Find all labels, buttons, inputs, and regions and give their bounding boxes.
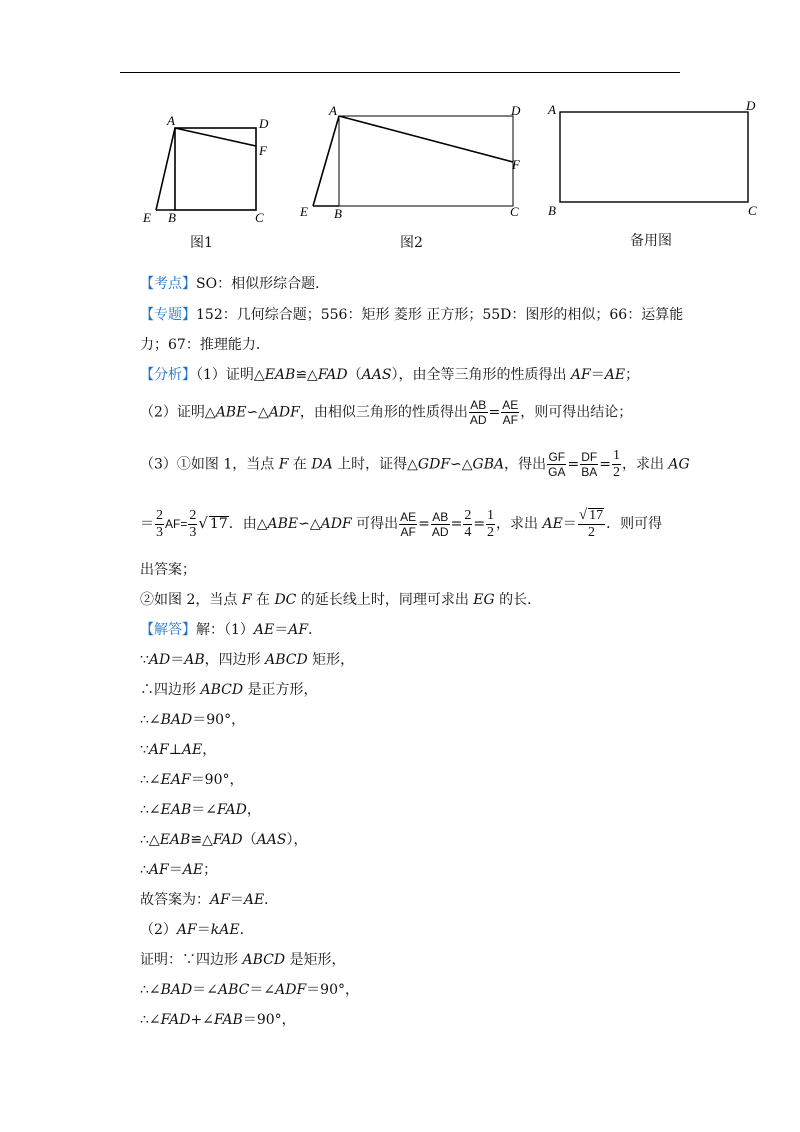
fenxi-line-6: [140, 593, 541, 607]
sqrt-sign: √: [198, 514, 208, 532]
text: ．: [264, 892, 279, 908]
math-var: FAB: [213, 1012, 243, 1028]
fig1-label-f: F: [259, 143, 267, 158]
math-var: AE: [181, 742, 203, 758]
text: ∴∠: [140, 1012, 161, 1028]
jieda-line-2: [140, 653, 354, 667]
fig3-label-a: A: [548, 102, 556, 117]
text: AF=: [165, 517, 188, 531]
text: ⊥: [168, 742, 182, 758]
math-var: ABCD: [242, 952, 286, 968]
text: ＝90°，: [192, 712, 246, 728]
fig1-label-a: A: [167, 113, 175, 128]
kaodian-tag: 【考点】: [140, 276, 196, 292]
math-var: FAD: [317, 367, 348, 383]
math-var: FAD: [212, 832, 243, 848]
fraction: $\frac{1}{2}$: [612, 448, 620, 480]
text: +∠: [190, 1012, 214, 1028]
header-rule: [120, 72, 680, 73]
fraction: $\frac{√ 17}{2}$: [578, 507, 604, 540]
math-var: AF: [148, 742, 169, 758]
jieda-line-13: [140, 983, 359, 997]
text: 的长．: [494, 592, 542, 608]
math-var: ABE: [267, 516, 299, 532]
text: ），由全等三角形的性质得出: [391, 367, 571, 383]
figure-2-drawing: [295, 100, 535, 225]
text: =: [473, 516, 486, 532]
text: =: [488, 404, 501, 421]
math-var: AF: [570, 367, 591, 383]
math-var: BAD: [160, 712, 193, 728]
math-var: DA: [311, 456, 333, 473]
text: ＝: [274, 622, 289, 638]
math-var: EAB: [159, 832, 191, 848]
text: 是矩形，: [285, 952, 346, 968]
jieda-line-7: [140, 803, 261, 817]
text: ．: [239, 922, 254, 938]
fig2-label-e: E: [300, 204, 308, 219]
math-var: kAE: [210, 922, 240, 938]
figure-3-caption: 备用图: [630, 233, 672, 249]
math-var: EAB: [264, 367, 296, 383]
math-var: ADF: [320, 516, 352, 532]
fig1-label-e: E: [143, 210, 151, 225]
text: ＝: [562, 516, 577, 532]
fig2-label-c: C: [510, 204, 519, 219]
sqrt-radicand: 17: [209, 516, 228, 532]
figure-1: [135, 110, 275, 230]
text: ，得出: [504, 456, 547, 473]
math-var: F: [278, 456, 289, 473]
math-var: ADF: [268, 404, 300, 421]
sqrt-sign: √: [578, 507, 588, 523]
math-var: AG: [668, 456, 690, 473]
text: ∴: [140, 862, 149, 878]
figure-3-drawing: [540, 95, 770, 220]
text: 上时，证得△: [332, 456, 418, 473]
text: （2）: [140, 922, 177, 938]
text: ＝∠: [191, 802, 217, 818]
jieda-line-9: [140, 863, 217, 877]
zhuanti-text-2: 力；67：推理能力．: [140, 337, 270, 353]
fraction: $\frac{AB}{AD}$: [469, 398, 487, 427]
text: ＝∠: [249, 982, 276, 998]
fig2-label-a: A: [329, 103, 337, 118]
text: ＝: [170, 652, 185, 668]
math-var: GDF: [417, 456, 451, 473]
figure-1-drawing: [135, 110, 275, 230]
text: =: [599, 456, 611, 473]
text: 证明：∵四边形: [140, 952, 243, 968]
fraction: $\frac{2}{3}$: [156, 507, 163, 540]
zhuanti-tag: 【专题】: [140, 307, 196, 323]
text: =: [450, 516, 463, 532]
math-var: AE: [604, 367, 626, 383]
math-var: BAD: [160, 982, 193, 998]
fig1-label-c: C: [255, 210, 264, 225]
fig2-label-b: B: [334, 206, 342, 221]
math-var: AE: [182, 862, 204, 878]
math-var: AAS: [361, 367, 392, 383]
zhuanti-line-1: [140, 308, 683, 322]
figure-2: [295, 100, 535, 225]
kaodian-line: [140, 277, 329, 291]
math-var: AE: [253, 622, 275, 638]
text: ∴四边形: [140, 682, 201, 698]
jieda-line-4: [140, 713, 245, 727]
text: ∽△: [450, 456, 473, 473]
math-var: ADF: [275, 982, 307, 998]
text: （: [347, 367, 362, 383]
math-var: FAD: [160, 1012, 191, 1028]
text: =: [567, 456, 580, 473]
text: ＝: [140, 516, 154, 532]
text: ∵: [140, 652, 149, 668]
text: （: [242, 832, 257, 848]
text: ．则可得: [606, 516, 663, 532]
fenxi-line-5: 出答案；: [140, 562, 196, 578]
text: （2）证明△: [140, 404, 216, 421]
text: ），: [286, 832, 308, 848]
fraction: $\frac{2}{3}$: [189, 507, 197, 540]
text: ∽△: [246, 404, 269, 421]
text: ，则可得出结论；: [520, 404, 633, 421]
math-var: DC: [274, 592, 297, 608]
jieda-line-8: [140, 833, 307, 847]
math-var: ABC: [218, 982, 250, 998]
math-var: AF: [288, 622, 309, 638]
text: ，求出: [496, 516, 543, 532]
fenxi-line-2: [140, 399, 632, 426]
text: ②如图 2，当点: [140, 592, 242, 608]
fig3-label-d: D: [746, 98, 756, 113]
text: 在: [288, 456, 312, 473]
figure-3: [540, 95, 770, 220]
text: ＝: [229, 892, 244, 908]
fig1-label-d: D: [259, 116, 269, 131]
text: 的延长线上时，同理可求出: [296, 592, 474, 608]
text: ，由相似三角形的性质得出: [299, 404, 468, 421]
text: 矩形，: [307, 652, 355, 668]
text: ，: [202, 742, 217, 758]
text: =: [418, 516, 430, 532]
jieda-line-5: [140, 743, 216, 757]
text: 故答案为：: [140, 892, 210, 908]
text: （3）①如图 1，当点: [140, 456, 279, 473]
text: ＝90°，: [242, 1012, 296, 1028]
fig2-label-f: F: [512, 157, 520, 172]
fig2-label-d: D: [511, 103, 521, 118]
text: 在: [251, 592, 275, 608]
text: ＝: [590, 367, 605, 383]
text: ∴∠: [140, 712, 161, 728]
text: ∴∠: [140, 802, 161, 818]
fraction: $\frac{1}{2}$: [487, 507, 495, 540]
text: ；: [625, 367, 640, 383]
text: ＝: [196, 922, 211, 938]
fraction: $\frac{2}{4}$: [464, 507, 472, 540]
fraction: $\frac{AE}{AF}$: [400, 509, 417, 539]
math-var: EAF: [160, 772, 191, 788]
text: 解：（1）: [196, 622, 254, 638]
text: 可得出: [351, 516, 399, 532]
jieda-line-1: [140, 623, 322, 637]
text: ≌△: [295, 367, 318, 383]
text: ＝90°，: [306, 982, 359, 998]
text: （1）证明△: [196, 367, 265, 383]
math-var: AD: [148, 652, 171, 668]
math-var: AAS: [256, 832, 287, 848]
figure-2-caption: 图2: [400, 235, 423, 251]
text: 是正方形，: [243, 682, 318, 698]
jieda-line-10: [140, 893, 278, 907]
fraction: $\frac{AB}{AD}$: [431, 509, 449, 539]
text: ＝∠: [192, 982, 218, 998]
jieda-line-12: [140, 953, 346, 967]
fig3-label-c: C: [748, 203, 757, 218]
text: ．由△: [228, 516, 268, 532]
math-var: F: [241, 592, 252, 608]
zhuanti-text-1: 152：几何综合题；556：矩形 菱形 正方形；55D：图形的相似；66：运算能: [196, 307, 684, 323]
jieda-line-11: [140, 923, 254, 937]
text: ∵: [140, 742, 149, 758]
text: ∴△: [140, 832, 160, 848]
fraction: $\frac{GF}{GA}$: [548, 450, 566, 479]
math-var: ABE: [215, 404, 247, 421]
math-var: AB: [184, 652, 205, 668]
zhuanti-line-2: [140, 338, 270, 352]
fenxi-line-3: [140, 449, 690, 480]
text: ＝90°，: [190, 772, 244, 788]
jieda-line-6: [140, 773, 244, 787]
text: ，: [246, 802, 261, 818]
math-var: AF: [176, 922, 197, 938]
fenxi-tag: 【分析】: [140, 367, 196, 383]
figure-1-caption: 图1: [190, 235, 213, 251]
math-var: EG: [473, 592, 495, 608]
kaodian-text: SO：相似形综合题．: [196, 276, 330, 292]
fig1-label-b: B: [168, 210, 176, 225]
jieda-tag: 【解答】: [140, 622, 196, 638]
fraction: $\frac{AE}{AF}$: [502, 398, 519, 427]
text: ＝: [168, 862, 183, 878]
text: ．: [308, 622, 323, 638]
math-var: GBA: [472, 456, 505, 473]
text: ∴∠: [140, 772, 161, 788]
fraction: $\frac{DF}{BA}$: [581, 450, 598, 479]
text: ∽△: [298, 516, 321, 532]
jieda-line-14: [140, 1013, 296, 1027]
fenxi-line-1: [140, 368, 639, 382]
math-var: AE: [243, 892, 265, 908]
text: ∴∠: [140, 982, 161, 998]
math-var: FAD: [217, 802, 247, 818]
text: ≌△: [190, 832, 213, 848]
text: ，四边形: [204, 652, 266, 668]
jieda-line-3: [140, 683, 318, 697]
math-var: AE: [542, 516, 563, 532]
text: ；: [203, 862, 218, 878]
fig3-label-b: B: [548, 203, 556, 218]
math-var: ABCD: [265, 652, 308, 668]
text: ，求出: [621, 456, 669, 473]
math-var: AF: [210, 892, 230, 908]
math-var: AF: [148, 862, 169, 878]
math-var: ABCD: [200, 682, 244, 698]
math-var: EAB: [160, 802, 192, 818]
fenxi-line-4: [140, 508, 662, 540]
